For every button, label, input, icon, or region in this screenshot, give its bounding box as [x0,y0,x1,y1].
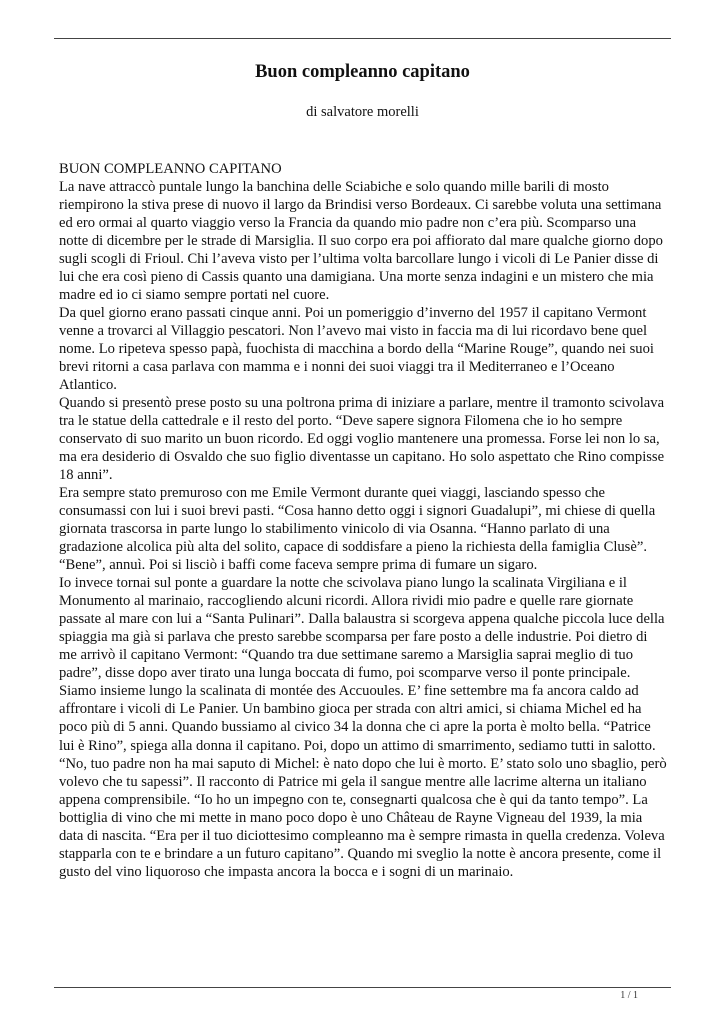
page-number: 1 / 1 [620,990,638,1001]
body-paragraph: Da quel giorno erano passati cinque anni. Poi un pomeriggio d’inverno del 1957 il capitano Vermont venne a trovarci al Villaggio pescatori. Non l’avevo mai visto in faccia ma di lui ricordavo bene quel nome. Lo ripeteva spesso papà, fuochista di macchina a bordo della “Marine Rouge”, quando nei suoi brevi ritorni a casa parlava con mamma e i nonni dei suoi viaggi tra il Mediterraneo e l’Oceano Atlantico. [59,305,654,394]
section-heading: BUON COMPLEANNO CAPITANO [59,161,282,177]
footer-rule [54,987,671,988]
body-paragraph: La nave attraccò puntale lungo la banchina delle Sciabiche e solo quando mille barili di mosto riempirono la stiva prese di nuovo il largo da Brindisi verso Bordeaux. Ci sarebbe voluta una settimana ed ero ormai al quarto viaggio verso la Francia da quando mio padre non c’era più. Scomparso una notte di dicembre per le strade di Marsiglia. Il suo corpo era poi affiorato dal mare qualche giorno dopo sugli scogli di Frioul. Chi l’aveva visto per l’ultima volta barcollare lungo i vicoli di Le Panier disse di lui che era così pieno di Cassis quanto una damigiana. Una morte senza indagini e un mistero che mia madre ed io ci siamo sempre portati nel cuore. [59,179,663,304]
body-paragraph: Quando si presentò prese posto su una poltrona prima di iniziare a parlare, mentre il tramonto scivolava tra le statue della cattedrale e il resto del porto. “Deve sapere signora Filomena che io ho sempre conservato di suo marito un buon ricordo. Ed oggi voglio mantenere una promessa. Forse lei non lo sa, ma era desiderio di Osvaldo che suo figlio diventasse un capitano. Ho solo aspettato che Rino compisse 18 anni”. [59,395,665,484]
document-title: Buon compleanno capitano [255,62,470,82]
body-paragraph: Era sempre stato premuroso con me Emile Vermont durante quei viaggi, lasciando spesso che consumassi con lui i suoi brevi pasti. “Cosa hanno detto oggi i signori Guadalupi”, mi chiese di quella giornata trascorsa in parte lungo lo stabilimento vinicolo di via Osanna. “Hanno parlato di una gradazione alcolica più alta del solito, capace di soddisfare a pieno la richiesta della famiglia Clusè”. “Bene”, annuì. Poi si lisciò i baffi come faceva sempre prima di fumare un sigaro. [59,485,656,574]
header-rule [54,38,671,39]
document-author: di salvatore morelli [306,104,419,120]
document-body [59,160,667,881]
body-paragraph: Io invece tornai sul ponte a guardare la notte che scivolava piano lungo la scalinata Virgiliana e il Monumento al marinaio, raccogliendo alcuni ricordi. Allora rividi mio padre e quelle rare giornate passate al mare con lui a “Santa Pulinari”. Dalla balaustra si scorgeva appena qualche piccola luce della spiaggia ma già si parlava che presto sarebbe scomparsa per fare posto a delle industrie. Poi dietro di me arrivò il capitano Vermont: “Quando tra due settimane saremo a Marsiglia saprai meglio di tuo padre”, disse dopo aver tirato una lunga boccata di fumo, poi scomparve verso il ponte principale. [59,575,665,682]
body-paragraph: Siamo insieme lungo la scalinata di montée des Accuoules. E’ fine settembre ma fa ancora caldo ad affrontare i vicoli di Le Panier. Un bambino gioca per strada con altri amici, si chiama Michel ed ha poco più di 5 anni. Quando bussiamo al civico 34 la donna che ci apre la porta è molto bella. “Patrice lui è Rino”, spiega alla donna il capitano. Poi, dopo un attimo di smarrimento, sediamo tutti in salotto. “No, tuo padre non ha mai saputo di Michel: è nato dopo che lui è morto. E’ stato solo uno sbaglio, però volevo che tu sapessi”. Il racconto di Patrice mi gela il sangue mentre alle lacrime alterna un italiano appena comprensibile. “Io ho un impegno con te, consegnarti qualcosa che è qui da tanto tempo”. La bottiglia di vino che mi mette in mano poco dopo è uno Château de Rayne Vigneau del 1939, la mia data di nascita. “Era per il tuo diciottesimo compleanno ma è sempre rimasta in quella credenza. Voleva stapparla con te e brindare a un futuro capitano”. Quando mi sveglio la notte è ancora presente, come il gusto del vino liquoroso che impasta ancora la bocca e i sogni di un marinaio. [59,683,667,880]
